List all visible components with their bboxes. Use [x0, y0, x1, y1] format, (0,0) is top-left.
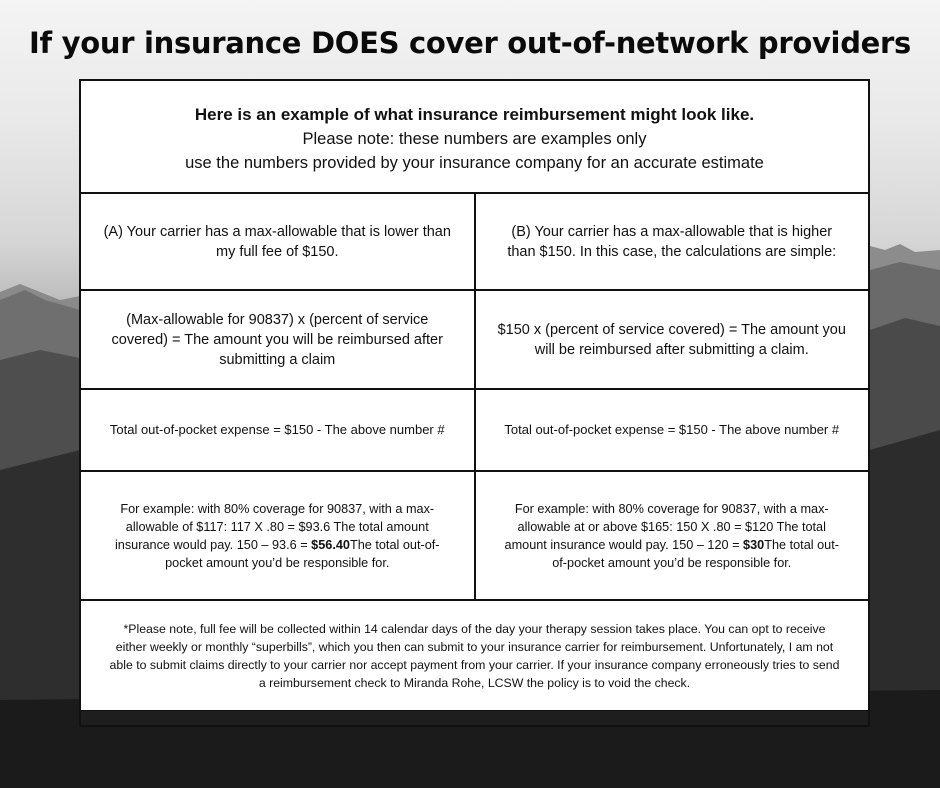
out-of-pocket-row	[81, 390, 868, 472]
condition-row	[81, 194, 868, 291]
scenario-b-example-before: For example: with 80% coverage for 90837, with a max-allowable at or above $165: 150 X .80 = $120	[514, 501, 829, 534]
intro-note: Please note: these numbers are examples only	[302, 130, 647, 148]
scenario-a-condition: (A) Your carrier has a max-allowable that is lower than my full fee of $150.	[81, 194, 476, 289]
intro-instruction: use the numbers provided by your insurance company for an accurate estimate	[185, 154, 764, 172]
formula-row	[81, 291, 868, 390]
scenario-a-example-after: The total out-of-pocket amount you’d be responsible for.	[165, 537, 440, 570]
intro-section	[81, 81, 868, 194]
scenario-a-example-text	[105, 500, 450, 572]
scenario-a-example-mid: The total amount insurance would pay. 150 – 93.6 =	[114, 519, 429, 552]
scenario-b-out-of-pocket: Total out-of-pocket expense = $150 - The above number #	[504, 422, 840, 437]
scenario-b-example-amount: $30	[743, 537, 765, 552]
scenario-b-condition: (B) Your carrier has a max-allowable that is higher than $150. In this case, the calculations are simple:	[507, 223, 837, 260]
scenario-a-example-before: For example: with 80% coverage for 90837, with a max-allowable of $117: 117 X .80 = $93.6	[120, 501, 435, 534]
scenario-a-out-of-pocket: Total out-of-pocket expense = $150 - The above number #	[81, 390, 476, 470]
reimbursement-table	[79, 79, 870, 727]
scenario-a-example	[81, 472, 476, 599]
scenario-a-example-amount: $56.40	[311, 537, 350, 552]
scenario-b-formula: $150 x (percent of service covered) = The amount you will be reimbursed after submitting a claim.	[497, 321, 846, 358]
footnote: *Please note, full fee will be collected within 14 calendar days of the day your therapy session takes place. You can opt to receive either weekly or monthly “superbills”, which you then can submit to your insurance carrier for reimbursement. Unfortunately, I am not able to submit claims directly to your carrier nor accept payment from your carrier. If your insurance company erroneously tries to send a reimbursement check to Miranda Rohe, LCSW the policy is to void the check.	[81, 601, 868, 710]
scenario-b-example-after: The total out-of-pocket amount you’d be responsible for.	[552, 537, 839, 570]
table-footer-band	[81, 710, 868, 725]
scenario-b-example-mid: The total amount insurance would pay. 150 – 120 =	[504, 519, 826, 552]
scenario-b-example-text	[500, 500, 845, 572]
intro-lead: Here is an example of what insurance reimbursement might look like.	[194, 105, 755, 124]
example-row	[81, 472, 868, 601]
page-headline: If your insurance DOES cover out-of-network providers	[29, 26, 911, 60]
scenario-a-formula: (Max-allowable for 90837) x (percent of service covered) = The amount you will be reimbursed after submitting a claim	[81, 291, 476, 388]
scenario-b-example	[476, 472, 869, 599]
